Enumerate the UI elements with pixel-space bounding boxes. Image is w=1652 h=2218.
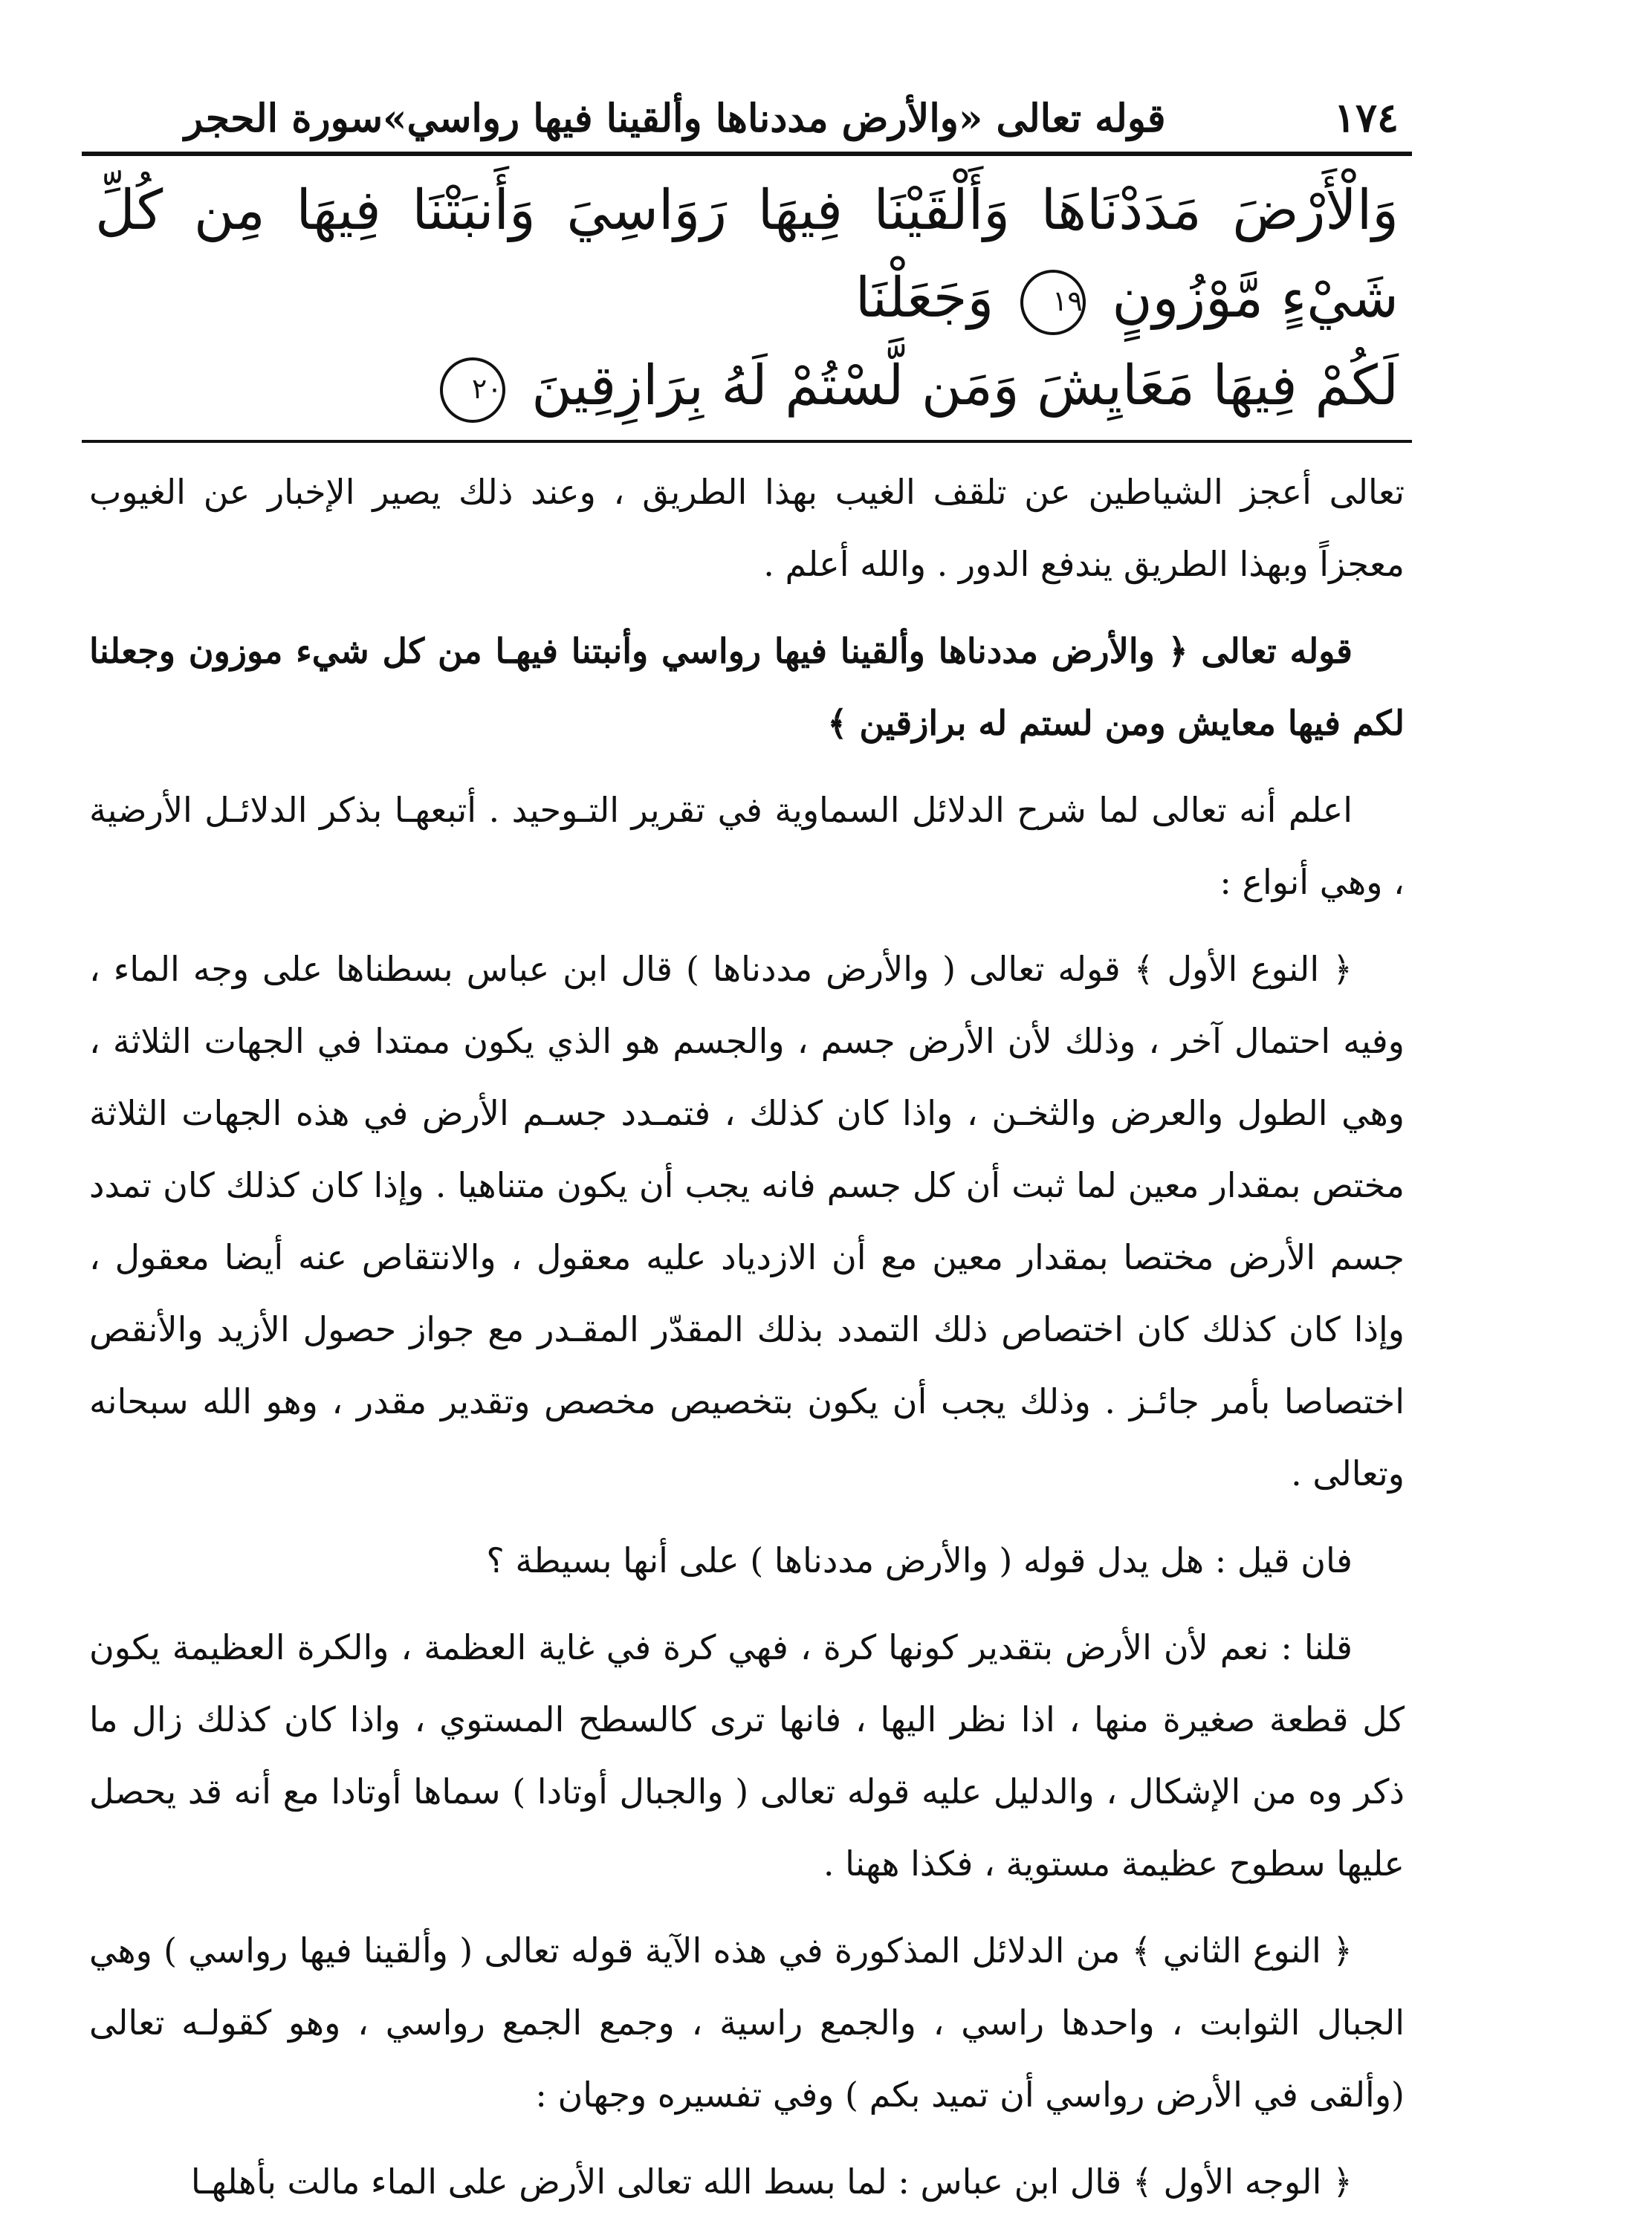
ayah-number-marker: ١٩ [1020, 270, 1086, 335]
commentary-body [82, 443, 1412, 2218]
running-title: قوله تعالى «والأرض مددناها وألقينا فيها رواسي»سورة الحجر [184, 96, 1166, 141]
paragraph-answer: قلنا : نعم لأن الأرض بتقدير كونها كرة ، فهي كرة في غاية العظمة ، والكرة العظيمة يكون كل قطعة صغيرة منها ، اذا نظر اليها ، فانها ترى كالسطح المستوي ، واذا كان كذلك زال ما ذكر وه من الإشكال ، والدليل عليه قوله تعالى ( والجبال أوتادا ) سماها أوتادا مع أنه قد يحصل عليها سطوح عظيمة مستوية ، فكذا ههنا . [89, 1627, 1405, 1884]
page-header [82, 74, 1412, 147]
verse-line-1 [95, 166, 1399, 342]
book-page [82, 74, 1412, 2202]
verse-line-2 [95, 342, 1399, 429]
verse-text-2: لَكُمْ فِيهَا مَعَايِشَ وَمَن لَّسْتُمْ لَهُ بِرَازِقِينَ [531, 354, 1399, 418]
paragraph-question: فان قيل : هل يدل قوله ( والأرض مددناها ) على أنها بسيطة ؟ [486, 1540, 1353, 1580]
quran-verse-block [82, 156, 1412, 429]
paragraph-second-type: ﴿ النوع الثاني ﴾ من الدلائل المذكورة في هذه الآية قوله تعالى ( وألقينا فيها رواسي ) وهي الجبال الثوابت ، واحدها راسي ، والجمع راسية ، وجمع الجمع رواسي ، وهو كقولـه تعالى (وألقى في الأرض رواسي أن تميد بكم ) وفي تفسيره وجهان : [89, 1930, 1405, 2115]
paragraph-first-aspect: ﴿ الوجه الأول ﴾ قال ابن عباس : لما بسط الله تعالى الأرض على الماء مالت بأهلهـا [190, 2162, 1353, 2202]
paragraph-verse-quote: قوله تعالى ﴿ والأرض مددناها وألقينا فيها رواسي وأنبتنا فيهـا من كل شيء موزون وجعلنا لكم فيها معايش ومن لستم له برازقين ﴾ [89, 631, 1405, 743]
verse-text-1-tail: وَجَعَلْنَا [855, 266, 994, 330]
verse-text-1: وَالْأَرْضَ مَدَدْنَاهَا وَأَلْقَيْنَا فِيهَا رَوَاسِيَ وَأَنبَتْنَا فِيهَا مِن كُلِّ شَيْءٍ مَّوْزُونٍ [95, 178, 1399, 330]
page-number: ١٧٤ [1333, 94, 1399, 141]
ayah-number-marker: ٢٠ [440, 357, 505, 423]
paragraph-continuation: تعالى أعجز الشياطين عن تلقف الغيب بهذا الطريق ، وعند ذلك يصير الإخبار عن الغيوب معجزاً وبهذا الطريق يندفع الدور . والله أعلم . [89, 472, 1405, 584]
paragraph-first-type: ﴿ النوع الأول ﴾ قوله تعالى ( والأرض مددناها ) قال ابن عباس بسطناها على وجه الماء ، وفيه احتمال آخر ، وذلك لأن الأرض جسم ، والجسم هو الذي يكون ممتدا في الجهات الثلاثة ، وهي الطول والعرض والثخـن ، واذا كان كذلك ، فتمـدد جسـم الأرض في هذه الجهات الثلاثة مختص بمقدار معين لما ثبت أن كل جسم فانه يجب أن يكون متناهيا . وإذا كان كذلك كان تمدد جسم الأرض مختصا بمقدار معين مع أن الازدياد عليه معقول ، والانتقاص عنه أيضا معقول ، وإذا كان كذلك كان اختصاص ذلك التمدد بذلك المقدّر المقـدر مع جواز حصول الأزيد والأنقص اختصاصا بأمر جائـز . وذلك يجب أن يكون بتخصيص مخصص وتقدير مقدر ، وهو الله سبحانه وتعالى . [89, 949, 1405, 1494]
paragraph-intro: اعلم أنه تعالى لما شرح الدلائل السماوية في تقرير التـوحيد . أتبعهـا بذكر الدلائـل الأرضية ، وهي أنواع : [89, 790, 1405, 902]
